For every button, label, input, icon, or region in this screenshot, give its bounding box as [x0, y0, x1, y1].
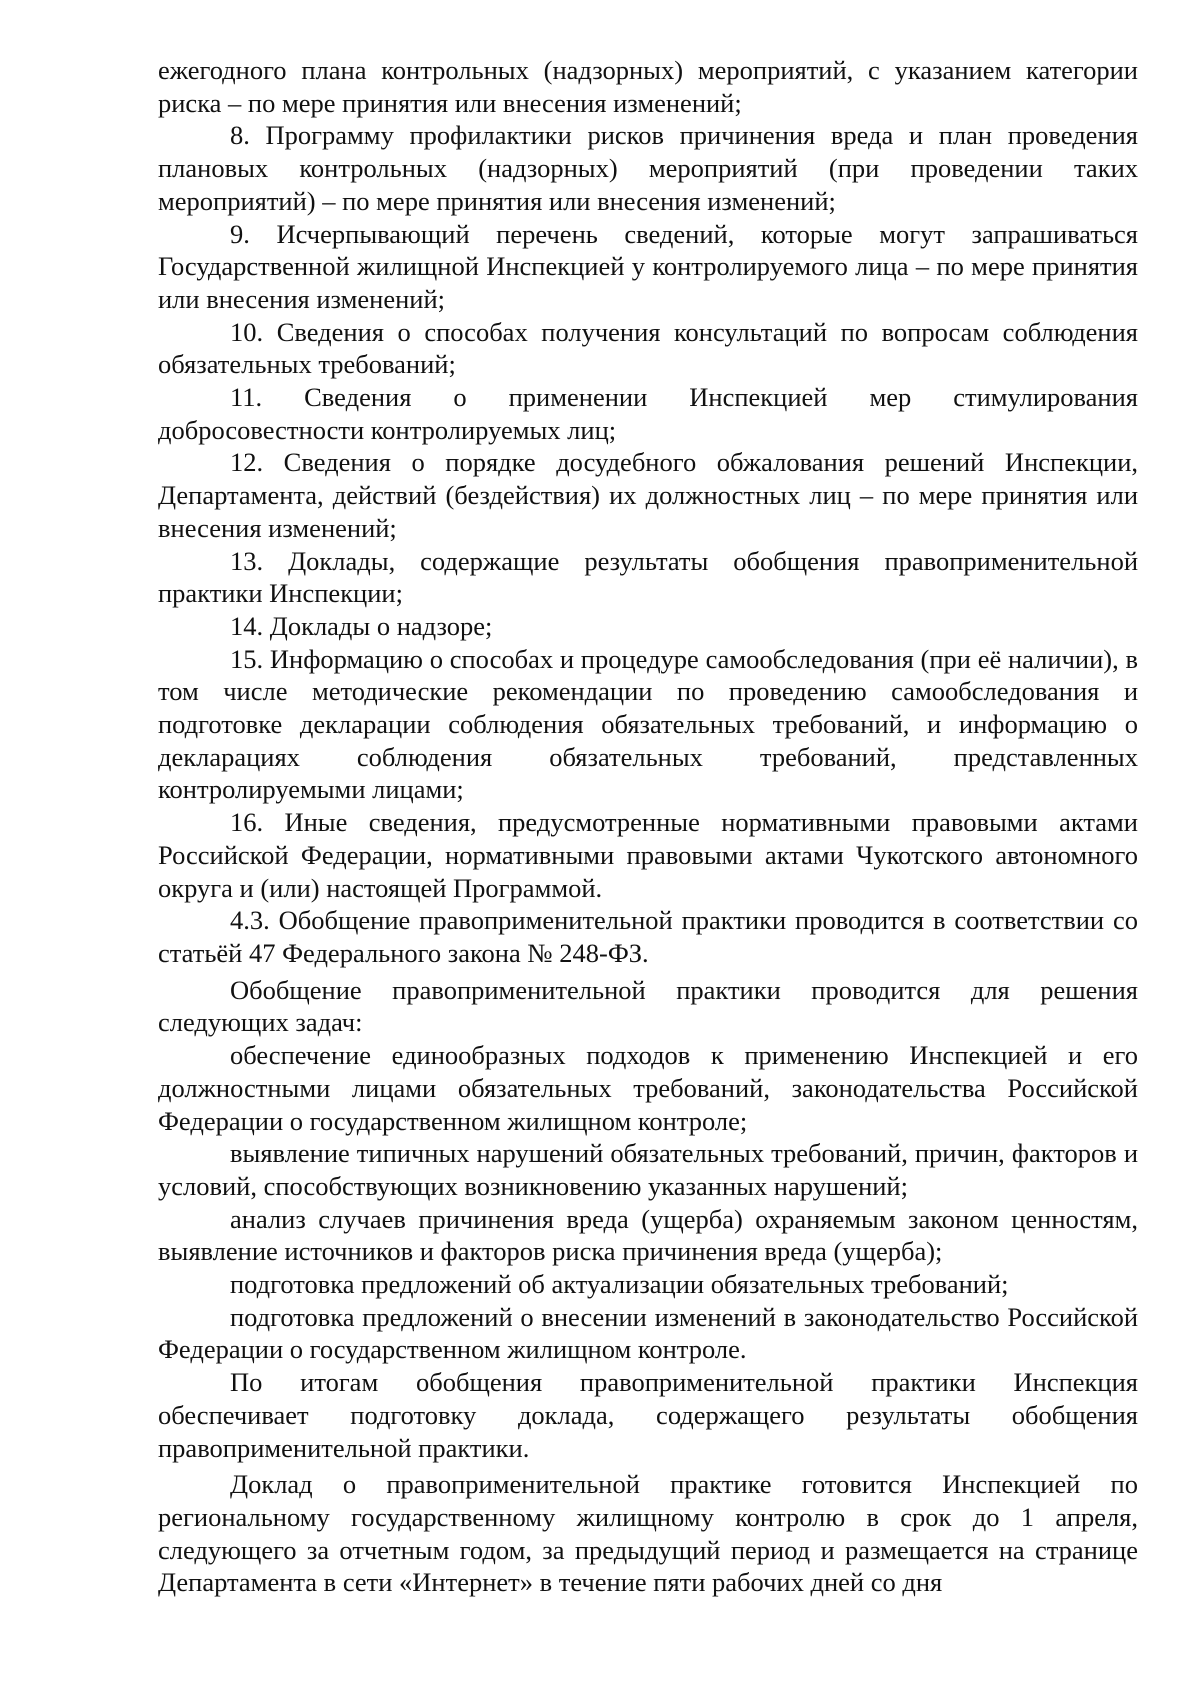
paragraph-task-5: подготовка предложений о внесении изменений в законодательство Российской Федерации о государственном жилищном контроле.	[158, 1301, 1138, 1365]
paragraph-item-10: 10. Сведения о способах получения консультаций по вопросам соблюдения обязательных требований;	[158, 316, 1138, 380]
paragraph-task-3: анализ случаев причинения вреда (ущерба) охраняемым законом ценностям, выявление источников и факторов риска причинения вреда (ущерба);	[158, 1203, 1138, 1267]
paragraph-report-preparation: По итогам обобщения правоприменительной практики Инспекция обеспечивает подготовку доклада, содержащего результаты обобщения правоприменительной практики.	[158, 1367, 1138, 1463]
paragraph-task-2: выявление типичных нарушений обязательных требований, причин, факторов и условий, способствующих возникновению указанных нарушений;	[158, 1138, 1138, 1201]
paragraph-item-11: 11. Сведения о применении Инспекцией мер стимулирования добросовестности контролируемых лиц;	[158, 382, 1138, 445]
paragraph-section-4-3: 4.3. Обобщение правоприменительной практики проводится в соответствии со статьёй 47 Федерального закона № 248-ФЗ.	[158, 905, 1138, 968]
paragraph-item-14: 14. Доклады о надзоре;	[230, 610, 493, 641]
paragraph-report-deadline: Доклад о правоприменительной практике готовится Инспекцией по региональному государственному жилищному контролю в срок до 1 апреля, следующего за отчетным годом, за предыдущий период и размещается на странице Департамента в сети «Интернет» в течение пяти рабочих дней со дня	[158, 1469, 1138, 1598]
document-page	[158, 54, 1138, 1599]
paragraph-task-1: обеспечение единообразных подходов к применению Инспекцией и его должностными лицами обязательных требований, законодательства Российской Федерации о государственном жилищном контроле;	[158, 1040, 1138, 1136]
paragraph-item-8: 8. Программу профилактики рисков причинения вреда и план проведения плановых контрольных (надзорных) мероприятий (при проведении таких мероприятий) – по мере принятия или внесения изменений;	[158, 120, 1138, 216]
paragraph-item-16: 16. Иные сведения, предусмотренные нормативными правовыми актами Российской Федерации, нормативными правовыми актами Чукотского автономного округа и (или) настоящей Программой.	[158, 807, 1138, 903]
paragraph-item-13: 13. Доклады, содержащие результаты обобщения правоприменительной практики Инспекции;	[158, 545, 1138, 609]
paragraph-task-4: подготовка предложений об актуализации обязательных требований;	[230, 1269, 1009, 1300]
paragraph-item-15: 15. Информацию о способах и процедуре самообследования (при её наличии), в том числе методические рекомендации по проведению самообследования и подготовке декларации соблюдения обязательных требований, и информацию о декларациях соблюдения обязательных требований, представленных контролируемыми лицами;	[158, 643, 1138, 805]
paragraph-item-9: 9. Исчерпывающий перечень сведений, которые могут запрашиваться Государственной жилищной Инспекцией у контролируемого лица – по мере принятия или внесения изменений;	[158, 218, 1138, 314]
paragraph-tasks-intro: Обобщение правоприменительной практики проводится для решения следующих задач:	[158, 974, 1138, 1038]
paragraph-continuation: ежегодного плана контрольных (надзорных) мероприятий, с указанием категории риска – по мере принятия или внесения изменений;	[158, 55, 1138, 118]
paragraph-item-12: 12. Сведения о порядке досудебного обжалования решений Инспекции, Департамента, действий (бездействия) их должностных лиц – по мере принятия или внесения изменений;	[158, 447, 1138, 543]
